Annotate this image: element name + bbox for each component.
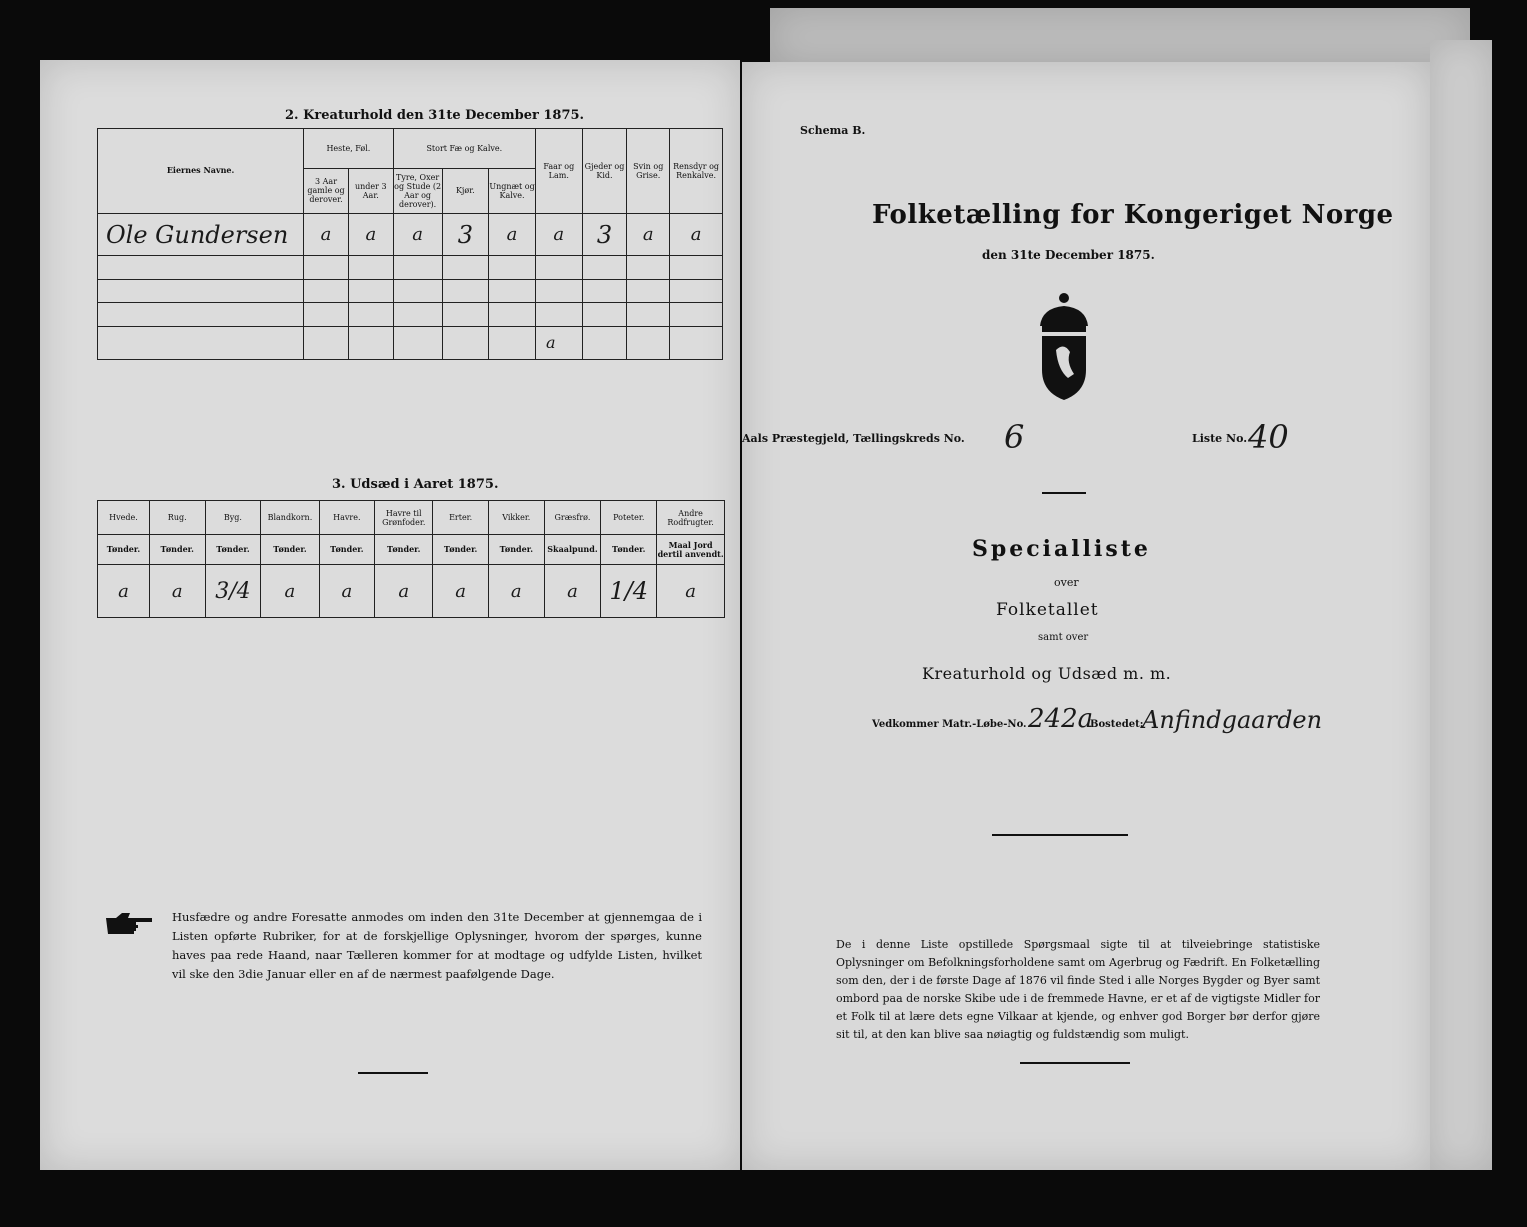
unit-havre-gronfoder: Tønder. <box>375 535 433 565</box>
list-number: 40 <box>1248 418 1289 456</box>
bosted-label: Bostedet: <box>1090 719 1144 730</box>
goats-header: Gjeder og Kid. <box>582 129 627 214</box>
header-blandkorn: Blandkorn. <box>261 501 319 535</box>
value-rug: a <box>149 565 205 618</box>
header-rug: Rug. <box>149 501 205 535</box>
value-byg: 3/4 <box>205 565 261 618</box>
samt-over-text: samt over <box>1038 632 1089 643</box>
left-page <box>40 60 740 1170</box>
stray-mark: a <box>535 326 582 359</box>
horses-young-header: under 3 Aar. <box>348 169 393 214</box>
value-andre-rodfrugter: a <box>657 565 725 618</box>
value-havre: a <box>319 565 375 618</box>
specialliste-heading: Specialliste <box>972 536 1151 562</box>
table-row <box>98 279 723 303</box>
header-havre: Havre. <box>319 501 375 535</box>
schema-label: Schema B. <box>800 124 866 137</box>
unit-hvede: Tønder. <box>98 535 150 565</box>
pointing-hand-icon <box>104 910 156 936</box>
list-label: Liste No. <box>1192 432 1248 445</box>
middle-divider <box>992 834 1128 836</box>
cell-reindeer: a <box>670 213 723 255</box>
value-graesfro: a <box>544 565 601 618</box>
cell-young-cattle: a <box>489 213 536 255</box>
cattle-header: Stort Fæ og Kalve. <box>393 129 535 169</box>
table-row <box>98 256 723 280</box>
unit-poteter: Tønder. <box>601 535 657 565</box>
header-erter: Erter. <box>433 501 489 535</box>
young-cattle-header: Ungnæt og Kalve. <box>489 169 536 214</box>
over-text: over <box>1054 576 1079 589</box>
census-explanation: De i denne Liste opstillede Spørgsmaal sigte til at tilveiebringe statistiske Oplysninger om Befolkningsforholdene samt om Agerbrug og Fædrift. En Folketælling som den, der i de første Dage af 1876 vil finde Sted i alle Norges Bygder og Byer samt ombord paa de norske Skibe ude i de fremmede Havne, er et af de vigtigste Midler for et Folk til at lære dets egne Vilkaar at kjende, og enhver god Borger bør derfor gjøre sit til, at den kan blive saa nøiagtig og fuldstændig som muligt. <box>836 938 1320 1041</box>
unit-andre-rodfrugter: Maal Jord dertil anvendt. <box>657 535 725 565</box>
table-row <box>98 213 723 255</box>
unit-havre: Tønder. <box>319 535 375 565</box>
horses-old-header: 3 Aar gamle og derover. <box>304 169 349 214</box>
header-graesfro: Græsfrø. <box>544 501 601 535</box>
cell-cows: 3 <box>442 213 489 255</box>
bulls-header: Tyre, Oxer og Stude (2 Aar og derover). <box>393 169 442 214</box>
cell-pigs: a <box>627 213 670 255</box>
cell-horses-young: a <box>348 213 393 255</box>
unit-vikker: Tønder. <box>488 535 544 565</box>
unit-blandkorn: Tønder. <box>261 535 319 565</box>
value-hvede: a <box>98 565 150 618</box>
value-erter: a <box>433 565 489 618</box>
unit-byg: Tønder. <box>205 535 261 565</box>
horses-header: Heste, Føl. <box>304 129 394 169</box>
cell-horses-old: a <box>304 213 349 255</box>
background-page-strip <box>770 8 1470 66</box>
owner-header: Eiernes Navne. <box>98 129 304 214</box>
matr-number: 242a <box>1028 704 1094 734</box>
kreaturhold-text: Kreaturhold og Udsæd m. m. <box>922 664 1172 683</box>
section2-title: 2. Kreaturhold den 31te December 1875. <box>285 108 585 123</box>
value-blandkorn: a <box>261 565 319 618</box>
header-byg: Byg. <box>205 501 261 535</box>
short-divider <box>1042 492 1086 494</box>
parish-label: Aals Præstegjeld, Tællingskreds No. <box>742 432 965 445</box>
unit-erter: Tønder. <box>433 535 489 565</box>
reindeer-header: Rensdyr og Renkalve. <box>670 129 723 214</box>
owner-name: Ole Gundersen <box>98 213 304 255</box>
census-title: Folketælling for Kongeriget Norge <box>872 200 1394 230</box>
seed-table <box>97 500 725 618</box>
header-poteter: Poteter. <box>601 501 657 535</box>
header-hvede: Hvede. <box>98 501 150 535</box>
folketallet-text: Folketallet <box>996 600 1099 620</box>
livestock-table <box>97 128 723 360</box>
census-subtitle: den 31te December 1875. <box>982 248 1155 262</box>
right-page <box>742 62 1430 1170</box>
stacked-page-edge <box>1430 40 1492 1170</box>
header-andre-rodfrugter: Andre Rodfrugter. <box>657 501 725 535</box>
district-number: 6 <box>1004 418 1025 456</box>
value-poteter: 1/4 <box>601 565 657 618</box>
cell-sheep: a <box>535 213 582 255</box>
left-divider <box>358 1072 428 1074</box>
cell-goats: 3 <box>582 213 627 255</box>
value-vikker: a <box>488 565 544 618</box>
header-havre-gronfoder: Havre til Grønfoder. <box>375 501 433 535</box>
value-havre-gronfoder: a <box>375 565 433 618</box>
matr-label: Vedkommer Matr.-Løbe-No. <box>872 719 1027 730</box>
instructions-notice: Husfædre og andre Foresatte anmodes om inden den 31te December at gjennemgaa de i Listen opførte Rubriker, for at de forskjellige Oplysninger, hvorom der spørges, kunne haves paa rede Haand, naar Tælleren kommer for at modtage og udfylde Listen, hvilket vil ske den 3die Januar eller en af de nærmest paafølgende Dage. <box>172 910 702 981</box>
pigs-header: Svin og Grise. <box>627 129 670 214</box>
unit-graesfro: Skaalpund. <box>544 535 601 565</box>
bosted-name: Anfindgaarden <box>1142 706 1323 734</box>
cows-header: Kjør. <box>442 169 489 214</box>
section3-title: 3. Udsæd i Aaret 1875. <box>332 477 499 492</box>
sheep-header: Faar og Lam. <box>535 129 582 214</box>
coat-of-arms-icon <box>1032 290 1096 402</box>
unit-rug: Tønder. <box>149 535 205 565</box>
header-vikker: Vikker. <box>488 501 544 535</box>
table-row <box>98 303 723 327</box>
table-row <box>98 565 725 618</box>
bottom-divider <box>1020 1062 1130 1064</box>
table-row <box>98 326 723 359</box>
cell-bulls: a <box>393 213 442 255</box>
